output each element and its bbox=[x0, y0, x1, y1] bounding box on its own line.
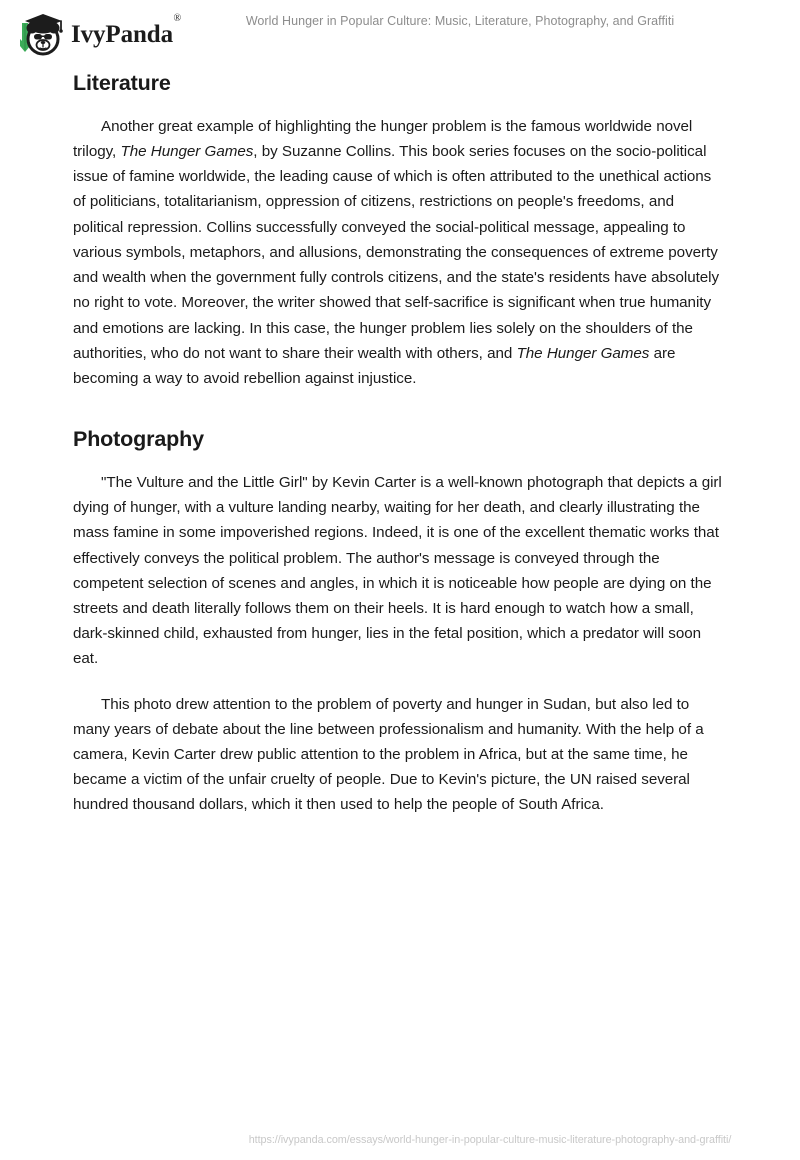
paragraph-photography-2: This photo drew attention to the problem of poverty and hunger in Sudan, but also led to many years of debate about the line between professionalism and humanity. With the help of a camera, Kevin Carter drew public attention to the problem in Africa, but at the same time, he became a victim of the unfair cruelty of people. Due to Kevin's picture, the UN raised several hundred thousand dollars, which it then used to help the people of South Africa. bbox=[73, 695, 704, 814]
registered-trademark-symbol: ® bbox=[173, 13, 182, 25]
document-content bbox=[73, 70, 728, 818]
section-heading-literature: Literature bbox=[73, 71, 171, 95]
source-url[interactable]: https://ivypanda.com/essays/world-hunger-in-popular-culture-music-literature-photography-and-graffiti/ bbox=[248, 1134, 732, 1146]
italic-title: The Hunger Games bbox=[516, 344, 650, 362]
italic-title: The Hunger Games bbox=[120, 143, 254, 161]
paragraph-photography-1: "The Vulture and the Little Girl" by Kevin Carter is a well-known photograph that depicts a girl dying of hunger, with a vulture landing nearby, waiting for her death, and clearly illustrating the mass famine in some impoverished regions. Indeed, it is one of the excellent thematic works that effectively conveys the political problem. The author's message is conveyed through the competent selection of scenes and angles, in which it is noticeable how people are dying on the streets and death literally follows them on their heels. It is hard enough to watch how a small, dark-skinned child, exhausted from hunger, lies in the fetal position, which a predator will soon eat. bbox=[73, 473, 722, 668]
page-header bbox=[0, 0, 800, 62]
section-heading-photography: Photography bbox=[73, 427, 204, 452]
paragraph-literature-1: Another great example of highlighting the hunger problem is the famous worldwide novel trilogy, The Hunger Games, by Suzanne Collins. This book series focuses on the socio-political issue of famine worldwide, the leading cause of which is often attributed to the unethical actions of politicians, totalitarianism, oppression of citizens, restrictions on people's freedoms, and political repression. Collins successfully conveyed the social-political message, appealing to various symbols, metaphors, and allusions, demonstrating the consequences of extreme poverty and wealth when the government fully controls citizens, and the state's residents have absolutely no right to vote. Moreover, the writer showed that self-sacrifice is significant when true humanity and emotions are lacking. In this case, the hunger problem lies solely on the shoulders of the authorities, who do not want to share their wealth with others, and The Hunger Games are becoming a way to avoid rebellion against injustice. bbox=[73, 117, 720, 387]
brand-name-text: IvyPanda bbox=[71, 20, 174, 48]
document-header-title: World Hunger in Popular Culture: Music, Literature, Photography, and Graffiti bbox=[245, 14, 675, 28]
page-footer bbox=[0, 1130, 800, 1148]
